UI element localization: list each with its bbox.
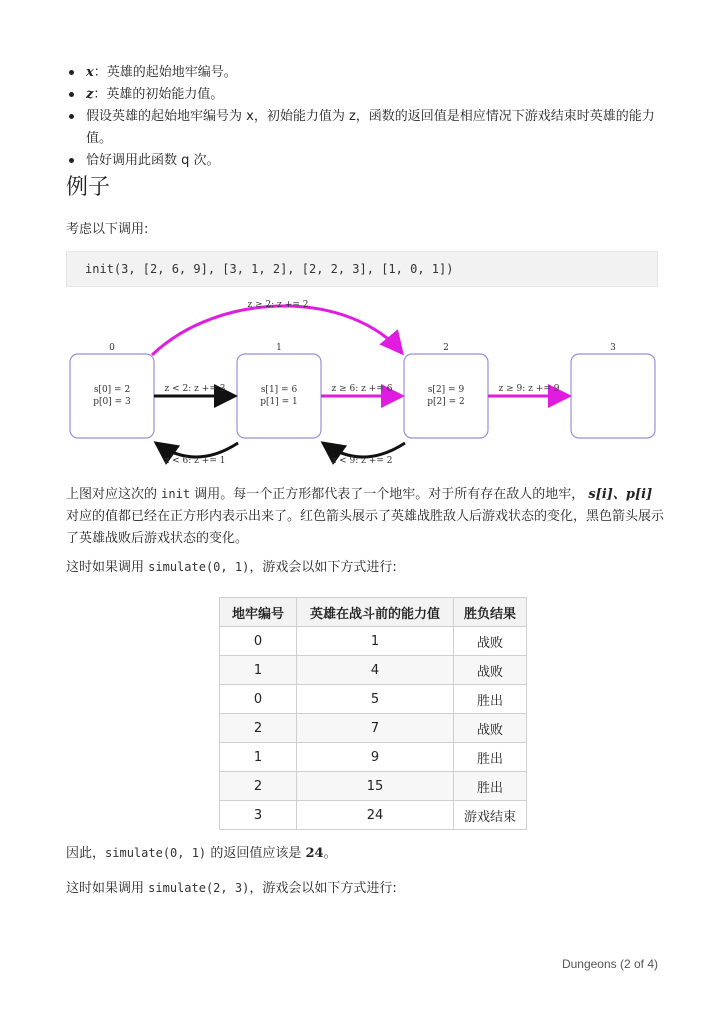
cell: 15 [297,772,454,801]
result-text: 因此， [66,846,106,861]
node-id: 3 [610,343,616,353]
var-x: x [86,65,94,80]
cell: 战败 [454,656,527,685]
node-s: s[0] = 2 [93,385,131,395]
list-item [66,84,666,106]
list-item [66,150,666,172]
desc-text: 上图对应这次的 [66,487,158,502]
node-p: p[0] = 3 [93,397,131,407]
sim-code: simulate(0, 1) [148,560,250,574]
col-header: 英雄在战斗前的能力值 [297,598,454,627]
edge-label-back-1-0: z < 6: z += 1 [164,456,226,466]
intro-text: 考虑以下调用: [66,222,149,237]
node-id: 0 [109,343,115,353]
cell: 9 [297,743,454,772]
cell: 24 [297,801,454,830]
cell: 7 [297,714,454,743]
desc-code: init [161,487,191,501]
var-z: z [86,87,94,102]
list-item-text: 恰好调用此函数 q 次。 [86,153,220,168]
cell: 胜出 [454,743,527,772]
dungeon-node-2 [404,343,488,438]
result-code: simulate(0, 1) [105,846,207,860]
cell: 游戏结束 [454,801,527,830]
cell: 2 [220,714,297,743]
node-p: p[1] = 1 [260,397,298,407]
sim-text: ，游戏会以如下方式进行: [249,881,397,896]
node-id: 1 [276,343,282,353]
node-s: s[2] = 9 [427,385,465,395]
edge-label-2-3: z ≥ 9: z += 9 [498,384,560,394]
cell: 0 [220,685,297,714]
simulation-table [219,597,527,830]
list-item-text: ：英雄的起始地牢编号。 [93,65,237,80]
list-item-text: 假设英雄的起始地牢编号为 x，初始能力值为 z，函数的返回值是相应情况下游戏结束时英雄的能力值。 [86,109,655,146]
table-row [220,656,527,685]
sim-code: simulate(2, 3) [148,881,250,895]
list-item [66,106,666,150]
node-id: 2 [443,343,449,353]
cell: 4 [297,656,454,685]
node-s: s[1] = 6 [260,385,298,395]
table-header-row [220,598,527,627]
cell: 战败 [454,627,527,656]
edge-label-1-2: z ≥ 6: z += 6 [331,384,393,394]
diagram-description [66,483,666,550]
table-row [220,627,527,656]
simulate-1-intro [66,556,666,579]
section-title: 例子 [66,175,111,200]
table-row [220,772,527,801]
dungeon-diagram [60,295,670,475]
cell: 战败 [454,714,527,743]
cell: 3 [220,801,297,830]
cell: 胜出 [454,685,527,714]
result-value: 24 [305,846,324,861]
sim-text: 这时如果调用 [66,560,145,575]
table-row [220,743,527,772]
cell: 胜出 [454,772,527,801]
col-header: 地牢编号 [220,598,297,627]
code-init: init(3, [2, 6, 9], [3, 1, 2], [2, 2, 3], [1, 0, 1]) [85,262,454,276]
desc-math: s[i]、p[i] [588,487,653,502]
table-row [220,714,527,743]
cell: 5 [297,685,454,714]
list-item-text: ：英雄的初始能力值。 [93,87,224,102]
cell: 1 [220,656,297,685]
sim-text: 这时如果调用 [66,881,145,896]
page-footer: Dungeons (2 of 4) [561,957,658,971]
edge-label-top-arc: z ≥ 2: z += 2 [247,300,309,310]
table-row [220,685,527,714]
node-p: p[2] = 2 [427,397,465,407]
result-sentence [66,842,666,865]
dungeon-node-1 [237,343,321,438]
edge-back-2-1 [323,443,405,457]
cell: 0 [220,627,297,656]
list-item [66,62,666,84]
simulate-2-intro [66,877,666,900]
cell: 1 [220,743,297,772]
desc-text: 对应的值都已经在正方形内表示出来了。红色箭头展示了英雄战胜敌人后游戏状态的变化，黑色箭头展示了英雄战败后游戏状态的变化。 [66,509,665,546]
col-header: 胜负结果 [454,598,527,627]
edge-back-1-0 [156,443,238,457]
result-text: 的返回值应该是 [210,846,302,861]
edge-label-0-1: z < 2: z += 3 [164,384,226,394]
edge-label-back-2-1: z < 9: z += 2 [331,456,393,466]
result-text: 。 [323,846,337,861]
cell: 2 [220,772,297,801]
cell: 1 [297,627,454,656]
sim-text: ，游戏会以如下方式进行: [249,560,397,575]
desc-text: 调用。每一个正方形都代表了一个地牢。对于所有存在敌人的地牢， [194,487,585,502]
code-block [66,251,658,287]
table-row [220,801,527,830]
dungeon-node-3 [571,343,655,438]
parameter-list [66,62,666,172]
dungeon-node-0 [70,343,154,438]
